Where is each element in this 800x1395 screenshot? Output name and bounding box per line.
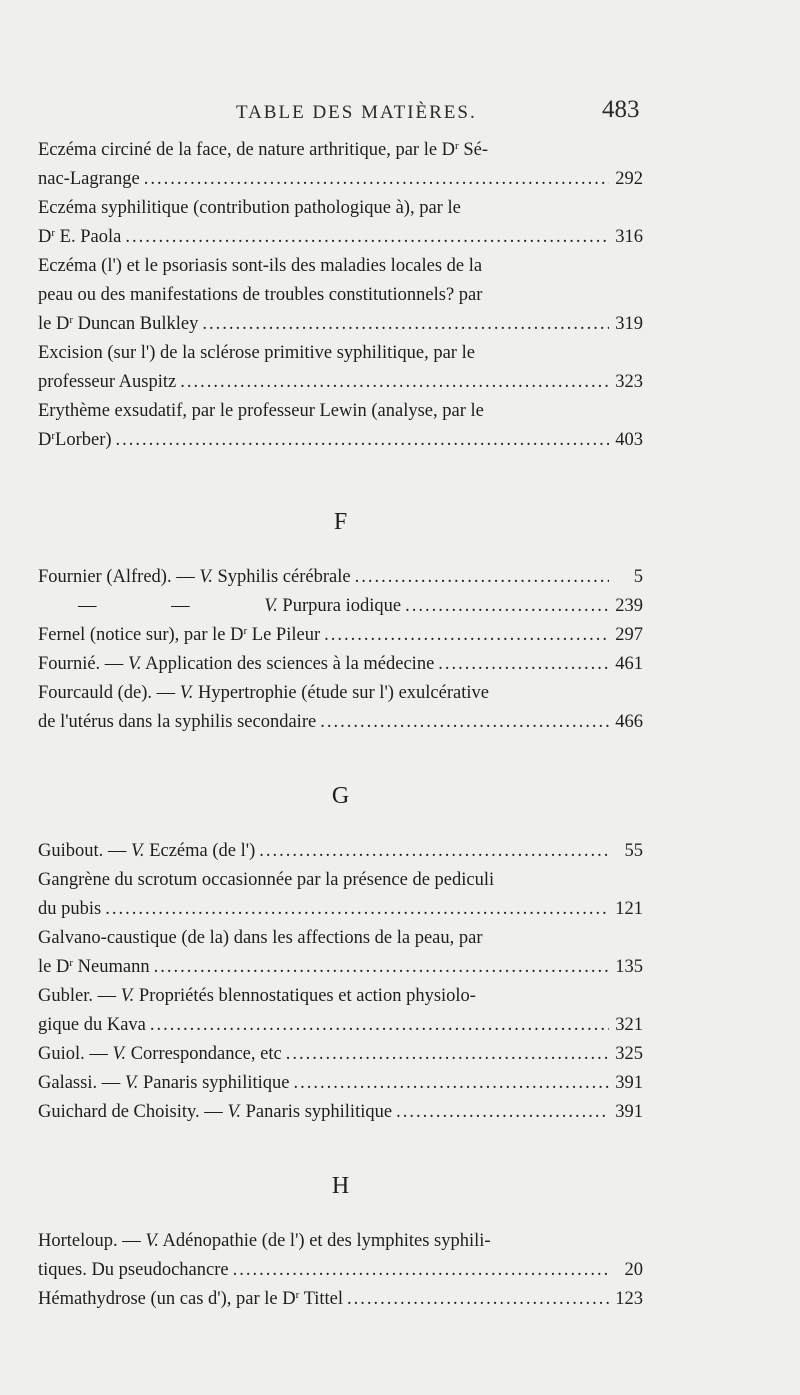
superscript: r (455, 140, 459, 152)
entry-page: 20 (624, 1260, 643, 1280)
entry-text: Erythème exsudatif, par le professeur Lewin (analyse, par le (38, 401, 484, 421)
entry-page: 323 (615, 372, 643, 392)
page-header (0, 96, 800, 136)
index-entry (38, 1040, 643, 1069)
section-letter: H (331, 1173, 350, 1199)
entry-text: tiques. Du pseudochancre (38, 1260, 229, 1280)
leader-dots (154, 953, 609, 982)
entry-text: Galassi. — V. Panaris syphilitique (38, 1073, 290, 1093)
entry-text: $D^r$ E. Paola (38, 227, 122, 247)
entry-text: professeur Auspitz (38, 372, 177, 392)
leader-dots (105, 895, 609, 924)
index-entry (38, 563, 643, 592)
index-entry (38, 982, 643, 1040)
entry-page: 55 (624, 841, 643, 861)
index-entry (38, 1227, 643, 1285)
entry-text: le $D^r$ Neumann (38, 957, 150, 977)
section-letter: G (331, 783, 350, 809)
entry-text: Fourcauld (de). — V. Hypertrophie (étude sur l') exulcérative (38, 683, 489, 703)
leader-dots (324, 621, 609, 650)
leader-dots (286, 1040, 609, 1069)
entry-page: 319 (615, 314, 643, 334)
entry-page: 121 (615, 899, 643, 919)
entry-page: 316 (615, 227, 643, 247)
leader-dots (144, 165, 609, 194)
index-entry (38, 592, 643, 621)
index-entry (38, 1098, 643, 1127)
leader-dots (180, 368, 609, 397)
index-entry (38, 837, 643, 866)
entry-text: Guiol. — V. Correspondance, etc (38, 1044, 282, 1064)
entry-text: du pubis (38, 899, 102, 919)
entry-page: 5 (633, 567, 643, 587)
leader-dots (438, 650, 609, 679)
entry-text: Gangrène du scrotum occasionnée par la présence de pediculi (38, 870, 495, 890)
index-entry (38, 866, 643, 924)
entry-page: 292 (615, 169, 643, 189)
entry-text: Excision (sur l') de la sclérose primitive syphilitique, par le (38, 343, 475, 363)
index-entry (38, 621, 643, 650)
entry-page: 403 (615, 430, 643, 450)
entry-text: Guichard de Choisity. — V. Panaris syphilitique (38, 1102, 393, 1122)
index-entry (38, 650, 643, 679)
running-title: TABLE DES MATIÈRES. (236, 102, 477, 123)
entry-text: nac-Lagrange (38, 169, 140, 189)
entry-page: 466 (615, 712, 643, 732)
index-entry (38, 1285, 643, 1314)
entry-text: Gubler. — V. Propriétés blennostatiques et action physiolo- (38, 986, 476, 1006)
entry-page: 297 (615, 625, 643, 645)
entry-text: peau ou des manifestations de troubles constitutionnels? par (38, 285, 483, 305)
entry-page: 135 (615, 957, 643, 977)
entry-page: 391 (615, 1073, 643, 1093)
entry-text: Eczéma syphilitique (contribution pathologique à), par le (38, 198, 461, 218)
entry-text: Eczéma (l') et le psoriasis sont-ils des maladies locales de la (38, 256, 483, 276)
leader-dots (320, 708, 609, 737)
leader-dots (233, 1256, 609, 1285)
entry-text: Horteloup. — V. Adénopathie (de l') et des lymphites syphili- (38, 1231, 491, 1251)
entry-text: Fournier (Alfred). — V. Syphilis cérébrale (38, 567, 351, 587)
section-f (38, 507, 643, 737)
index-entry (38, 679, 643, 737)
leader-dots (355, 563, 609, 592)
entry-text: $D^rLorber$) (38, 430, 112, 450)
leader-dots (347, 1285, 609, 1314)
section-letter: F (333, 509, 348, 535)
leader-dots (125, 223, 609, 252)
entry-text: de l'utérus dans la syphilis secondaire (38, 712, 317, 732)
section-e (38, 136, 643, 455)
index-entry (38, 397, 643, 455)
section-g (38, 781, 643, 1127)
index-entry (38, 924, 643, 982)
entry-text: le $D^r$ Duncan Bulkley (38, 314, 199, 334)
entry-text: Fournié. — V. Application des sciences à la médecine (38, 654, 435, 674)
entry-text: Galvano-caustique (de la) dans les affections de la peau, par (38, 928, 483, 948)
entry-text: Eczéma circiné de la face, de nature arthritique, par le D (38, 140, 456, 160)
index-entry (38, 136, 643, 194)
leader-dots (405, 592, 609, 621)
index-entry (38, 194, 643, 252)
leader-dots (396, 1098, 609, 1127)
entry-text: gique du Kava (38, 1015, 146, 1035)
leader-dots (116, 426, 609, 455)
entry-text: — — V. Purpura iodique (78, 596, 402, 616)
index-entry (38, 339, 643, 397)
leader-dots (293, 1069, 609, 1098)
entry-page: 321 (615, 1015, 643, 1035)
leader-dots (259, 837, 609, 866)
entry-text: Guibout. — V. Eczéma (de l') (38, 841, 256, 861)
entry-page: 461 (615, 654, 643, 674)
entry-text: Sé- (458, 140, 489, 160)
leader-dots (202, 310, 609, 339)
index-body (38, 136, 643, 1314)
section-h (38, 1171, 643, 1314)
entry-page: 391 (615, 1102, 643, 1122)
page-number: 483 (602, 96, 640, 123)
entry-text: Hémathydrose (un cas d'), par le $D^r$ Tittel (38, 1289, 344, 1309)
entry-page: 239 (615, 596, 643, 616)
entry-page: 325 (615, 1044, 643, 1064)
index-entry (38, 252, 643, 339)
index-entry (38, 1069, 643, 1098)
leader-dots (150, 1011, 609, 1040)
entry-text: Fernel (notice sur), par le $D^r$ Le Pileur (38, 625, 321, 645)
entry-page: 123 (615, 1289, 643, 1309)
